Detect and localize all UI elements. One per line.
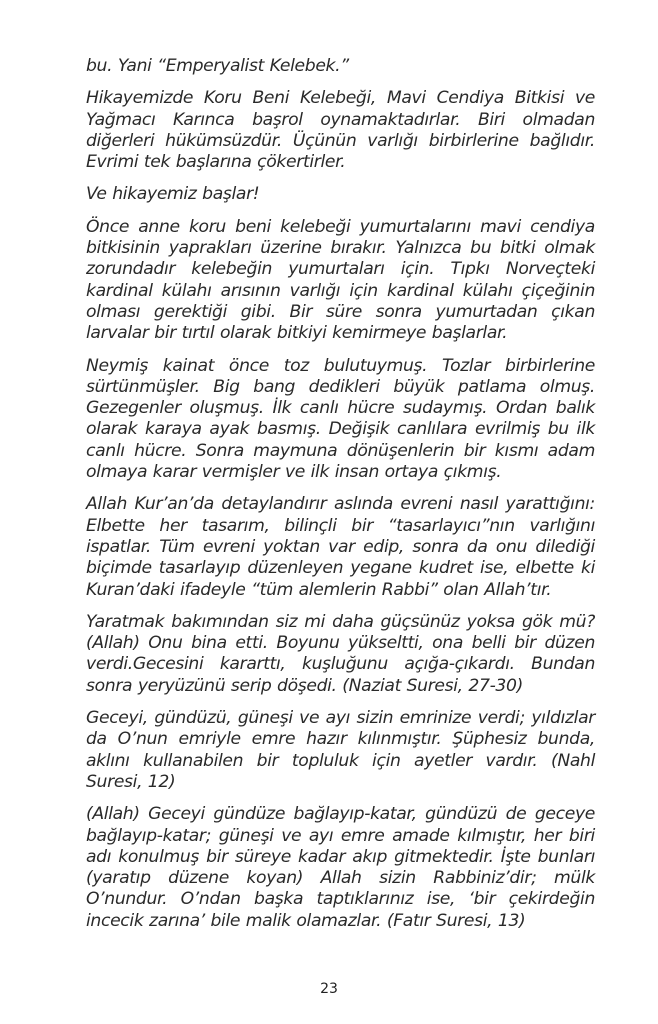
paragraph: Önce anne koru beni kelebeği yumurtalarını mavi cendiya bitkisinin yaprakları üzerine bırakır. Yalnızca bu bitki olmak zorundadır kelebeğin yumurtaları için. Tıpkı Norveçteki kardinal külahı arısının varlığı için kardinal külahı çiçeğinin olması gerektiği gibi. Bir süre sonra yumurtadan çıkan larvalar bir tırtıl olarak bitkiyi kemirmeye başlarlar. [86,216,595,344]
paragraph: bu. Yani “Emperyalist Kelebek.” [86,56,349,76]
page-body [86,56,595,943]
quote-paragraph: (Allah) Geceyi gündüze bağlayıp-katar, gündüzü de geceye bağlayıp-katar; güneşi ve ayı emre amade kılmıştır, her biri adı konulmuş bir süreye kadar akıp gitmektedir. İşte bunları (yaratıp düzene koyan) Allah sizin Rabbiniz’dir; mülk O’nundur. O’ndan başka taptıklarınız ise, ‘bir çekirdeğin incecik zarına’ bile malik olamazlar. (Fatır Suresi, 13) [86,804,595,931]
page-number: 23 [320,981,338,997]
quote-paragraph: Yaratmak bakımından siz mi daha güçsünüz yoksa gök mü? (Allah) Onu bina etti. Boyunu yükseltti, ona belli bir düzen verdi.Gecesini kararttı, kuşluğunu açığa-çıkardı. Bundan sonra yeryüzünü serip döşedi. (Naziat Suresi, 27-30) [86,611,595,696]
paragraph: Hikayemizde Koru Beni Kelebeği, Mavi Cendiya Bitkisi ve Yağmacı Karınca başrol oynamaktadırlar. Biri olmadan diğerleri hükümsüzdür. Üçünün varlığı birbirlerine bağlıdır. Evrimi tek başlarına çökertirler. [86,88,595,173]
paragraph: Ve hikayemiz başlar! [86,184,260,205]
quote-paragraph: Geceyi, gündüzü, güneşi ve ayı sizin emrinize verdi; yıldızlar da O’nun emriyle emre hazır kılınmıştır. Şüphesiz bunda, aklını kullanabilen bir topluluk için ayetler vardır. (Nahl Suresi, 12) [86,708,595,792]
paragraph: Neymiş kainat önce toz bulutuymuş. Tozlar birbirlerine sürtünmüşler. Big bang dedikleri büyük patlama olmuş. Gezegenler oluşmuş. İlk canlı hücre sudaymış. Ordan balık olarak karaya ayak basmış. Değişik canlılara evrilmiş bu ilk canlı hücre. Sonra maymuna dönüşenlerin bir kısmı adam olmaya karar vermişler ve ilk insan ortaya çıkmış. [86,355,595,483]
paragraph: Allah Kur’an’da detaylandırır aslında evreni nasıl yarattığını: Elbette her tasarım, bilinçli bir “tasarlayıcı”nın varlığını ispatlar. Tüm evreni yoktan var edip, sonra da onu dilediği biçimde tasarlayıp düzenleyen yegane kudret ise, elbette ki Kuran’daki ifadeyle “tüm alemlerin Rabbi” olan Allah’tır. [86,494,595,600]
